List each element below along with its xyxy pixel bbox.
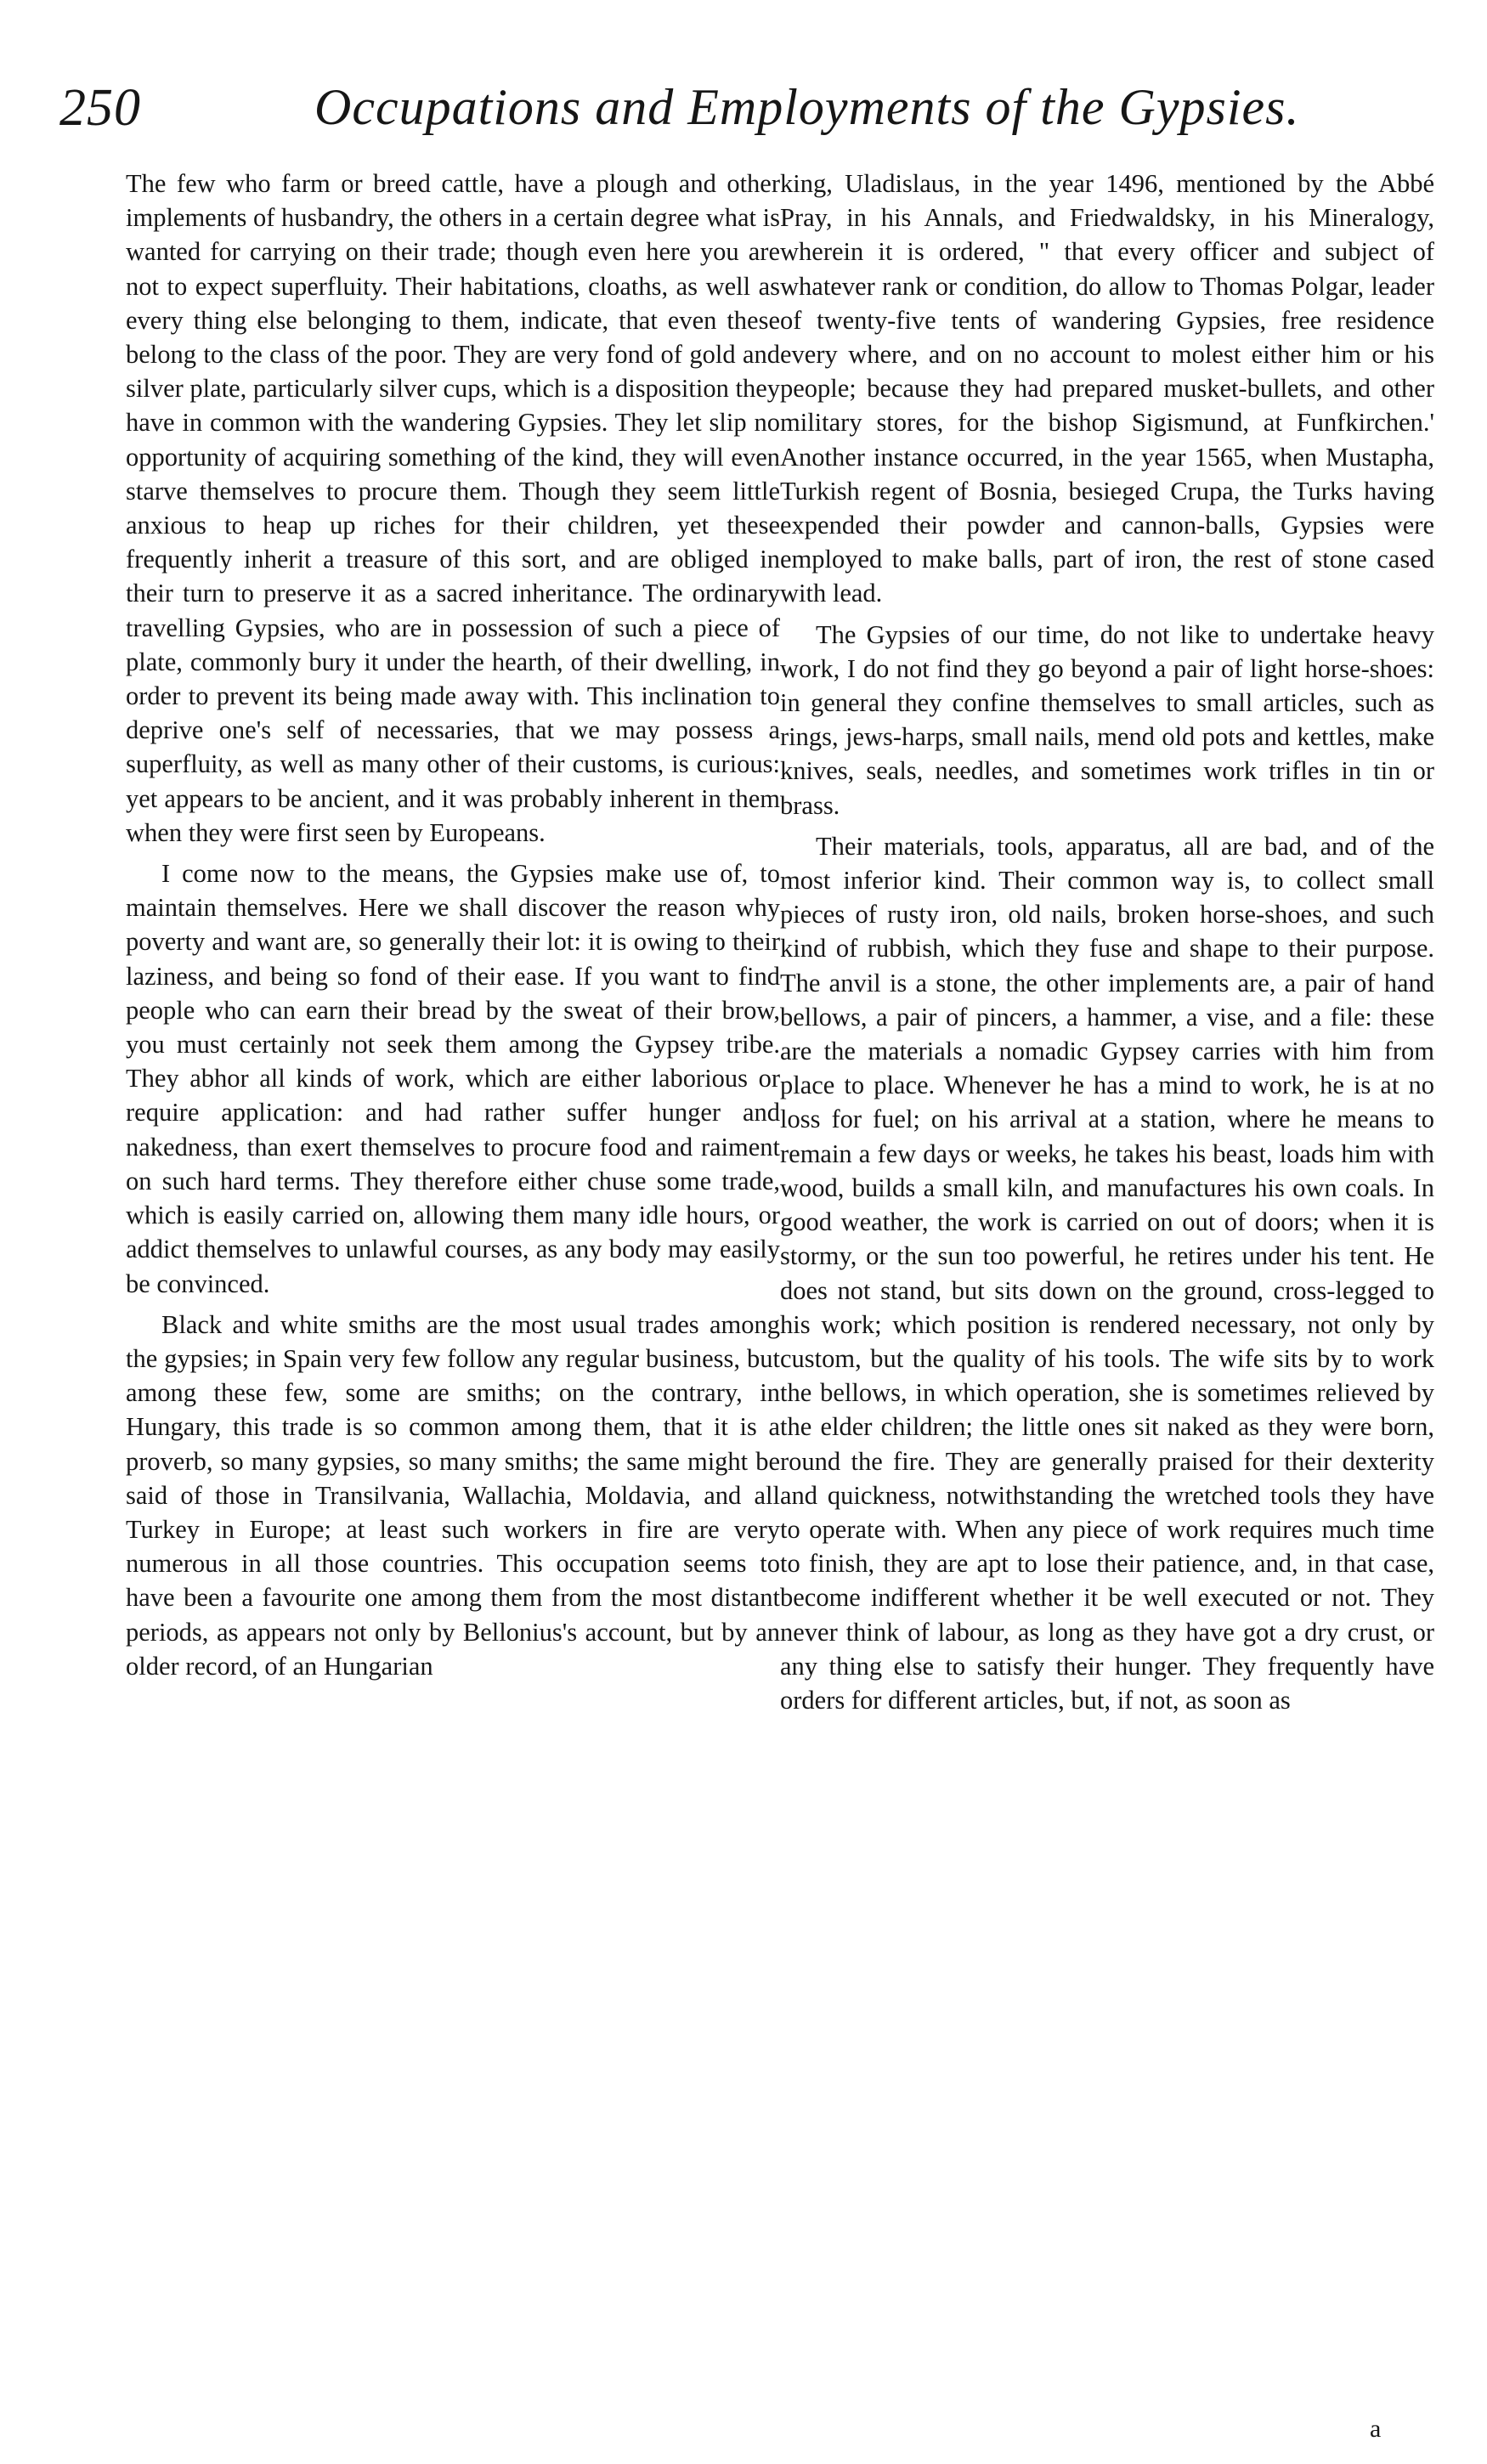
paragraph-means-of-living: I come now to the means, the Gypsies make use of, to maintain themselves. Here we shall discover the reason why poverty and want are, so generally their lot: it is owing to their laziness, and being so fond of their ease. If you want to find people who can earn their bread by the sweat of their brow, you must certainly not seek them among the Gypsey tribe. They abhor all kinds of work, which are either laborious or require application: and had rather suffer hunger and nakedness, than exert themselves to procure food and raiment on such hard terms. They therefore either chuse some trade, which is easily carried on, allowing them many idle hours, or addict themselves to unlawful courses, as any body may easily be convinced. <box>126 859 780 1298</box>
left-column <box>126 167 780 2444</box>
paragraph-plate: The few who farm or breed cattle, have a plough and other implements of husbandry, the others in a certain degree what is wanted for carrying on their trade; though even here you are not to expect superfluity. Their habitations, cloaths, as well as every thing else belonging to them, indicate, that even these belong to the class of the poor. They are very fond of gold and silver plate, particularly silver cups, which is a disposition they have in common with the wandering Gypsies. They let slip no opportunity of acquiring something of the kind, they will even starve themselves to procure them. Though they seem little anxious to heap up riches for their children, yet these frequently inherit a treasure of this sort, and are obliged in their turn to preserve it as a sacred inheritance. The ordinary travelling Gypsies, who are in possession of such a piece of plate, commonly bury it under the hearth, of their dwelling, in order to prevent its being made away with. This inclination to deprive one's self of necessaries, that we may possess a superfluity, as well as many other of their customs, is curious: yet appears to be ancient, and it was probably inherent in them when they were first seen by Europeans. <box>126 169 780 847</box>
paragraph-small-articles: The Gypsies of our time, do not like to undertake heavy work, I do not find they go beyond a pair of light horse-shoes: in general they confine themselves to small articles, such as rings, jews-harps, small nails, mend old pots and kettles, make knives, seals, needles, and sometimes work trifles in tin or brass. <box>780 619 1434 820</box>
paragraph-uladislaus-record: king, Uladislaus, in the year 1496, mentioned by the Abbé Pray, in his Annals, and Friedwaldsky, in his Mineralogy, wherein it is ordered, " that every officer and subject of whatever rank or condition, do allow to Thomas Polgar, leader of twenty-five tents of wandering Gypsies, free residence every where, and on no account to molest either him or his people; because they had prepared musket-bullets, and other military stores, for the bishop Sigismund, at Funfkirchen.' Another instance occurred, in the year 1565, when Mustapha, Turkish regent of Bosnia, besieged Crupa, the Turks having expended their powder and cannon-balls, Gypsies were employed to make balls, part of iron, the rest of stone cased with lead. <box>780 169 1434 608</box>
page-header <box>59 78 1428 155</box>
running-title: Occupations and Employments of the Gypsies. <box>314 79 1300 135</box>
paragraph-materials-and-tools: Their materials, tools, apparatus, all are bad, and of the most inferior kind. Their common way is, to collect small pieces of rusty iron, old nails, broken horse-shoes, and such kind of rubbish, which they fuse and shape to their purpose. The anvil is a stone, the other implements are, a pair of hand bellows, a pair of pincers, a hammer, a vise, and a file: these are the materials a nomadic Gypsey carries with him from place to place. Whenever he has a mind to work, he is at no loss for fuel; on his arrival at a station, where he means to remain a few days or weeks, he takes his beast, loads him with wood, builds a small kiln, and manufactures his own coals. In good weather, the work is carried on out of doors; when it is stormy, or the sun too powerful, he retires under his tent. He does not stand, but sits down on the ground, cross-legged to his work; which position is rendered necessary, not only by custom, but the quality of his tools. The wife sits by to work the bellows, in which operation, she is sometimes relieved by the elder children; the little ones sit naked as they were born, round the fire. They are generally praised for their dexterity and quickness, notwithstanding the wretched tools they have to operate with. When any piece of work requires much time to finish, they are apt to lose their patience, and, in that case, become indifferent whether it be well executed or not. They never think of labour, as long as they have got a dry crust, or any thing else to satisfy their hunger. They frequently have orders for different articles, but, if not, as soon as <box>780 831 1434 1715</box>
catchword: a <box>1370 2415 1382 2443</box>
right-column <box>780 167 1434 2444</box>
page-number: 250 <box>59 79 141 137</box>
paragraph-smiths: Black and white smiths are the most usual trades among the gypsies; in Spain very few follow any regular business, but among these few, some are smiths; on the contrary, in Hungary, this trade is so common among them, that it is a proverb, so many gypsies, so many smiths; the same might be said of those in Transilvania, Wallachia, Moldavia, and all Turkey in Europe; at least such workers in fire are very numerous in all those countries. This occupation seems to have been a favourite one among them from the most distant periods, as appears not only by Bellonius's account, but by an older record, of an Hungarian <box>126 1309 780 1681</box>
